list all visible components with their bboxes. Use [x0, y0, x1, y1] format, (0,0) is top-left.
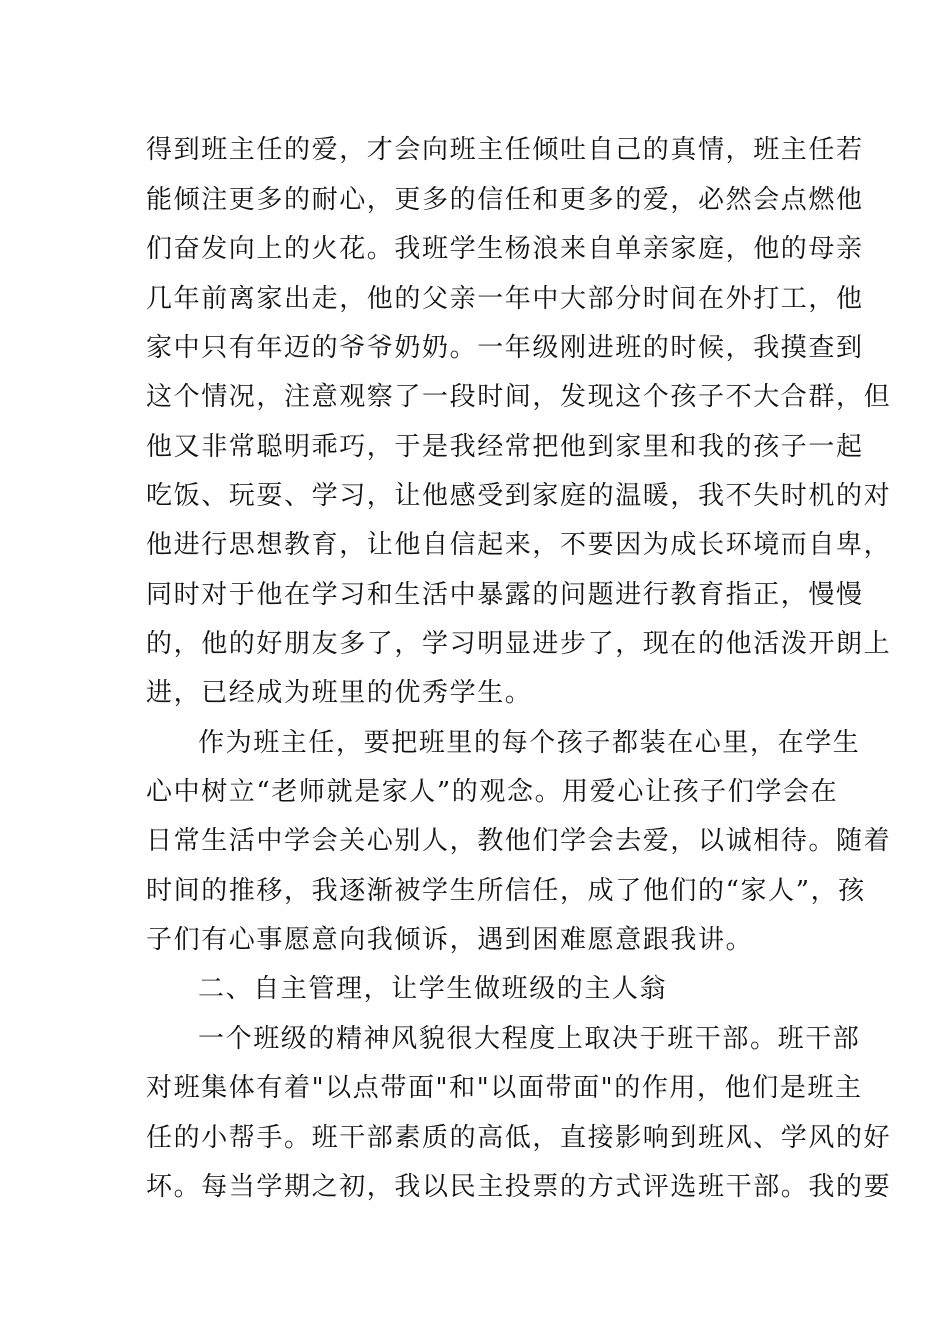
text-line: 家中只有年迈的爷爷奶奶。一年级刚进班的时候，我摸查到	[146, 333, 864, 363]
text-line: 对班集体有着"以点带面"和"以面带面"的作用，他们是班主	[146, 1073, 863, 1103]
paragraph-first-line: 一个班级的精神风貌很大程度上取决于班干部。班干部	[198, 1024, 861, 1054]
text-line: 这个情况，注意观察了一段时间，发现这个孩子不大合群，但	[146, 382, 892, 412]
text-line: 吃饭、玩耍、学习，让他感受到家庭的温暖，我不失时机的对	[146, 481, 892, 511]
text-line: 他进行思想教育，让他自信起来，不要因为成长环境而自卑，	[146, 530, 892, 560]
text-line: 们奋发向上的火花。我班学生杨浪来自单亲家庭，他的母亲	[146, 234, 864, 264]
text-line: 心中树立“老师就是家人”的观念。用爱心让孩子们学会在	[146, 777, 839, 807]
text-line: 日常生活中学会关心别人，教他们学会去爱，以诚相待。随着	[146, 826, 892, 856]
text-line: 进，已经成为班里的优秀学生。	[146, 678, 533, 708]
text-line: 的，他的好朋友多了，学习明显进步了，现在的他活泼开朗上	[146, 629, 892, 659]
text-line: 任的小帮手。班干部素质的高低，直接影响到班风、学风的好	[146, 1123, 892, 1153]
section-heading: 二、自主管理，让学生做班级的主人翁	[198, 974, 668, 1004]
text-line: 几年前离家出走，他的父亲一年中大部分时间在外打工，他	[146, 284, 864, 314]
text-line: 他又非常聪明乖巧，于是我经常把他到家里和我的孩子一起	[146, 432, 864, 462]
paragraph-first-line: 作为班主任，要把班里的每个孩子都装在心里，在学生	[198, 728, 861, 758]
text-line: 子们有心事愿意向我倾诉，遇到困难愿意跟我讲。	[146, 925, 754, 955]
text-line: 时间的推移，我逐渐被学生所信任，成了他们的“家人”，孩	[146, 876, 866, 906]
text-line: 能倾注更多的耐心，更多的信任和更多的爱，必然会点燃他	[146, 185, 864, 215]
text-line: 坏。每当学期之初，我以民主投票的方式评选班干部。我的要	[146, 1172, 892, 1202]
text-line: 同时对于他在学习和生活中暴露的问题进行教育指正，慢慢	[146, 580, 864, 610]
text-line: 得到班主任的爱，才会向班主任倾吐自己的真情，班主任若	[146, 135, 864, 165]
